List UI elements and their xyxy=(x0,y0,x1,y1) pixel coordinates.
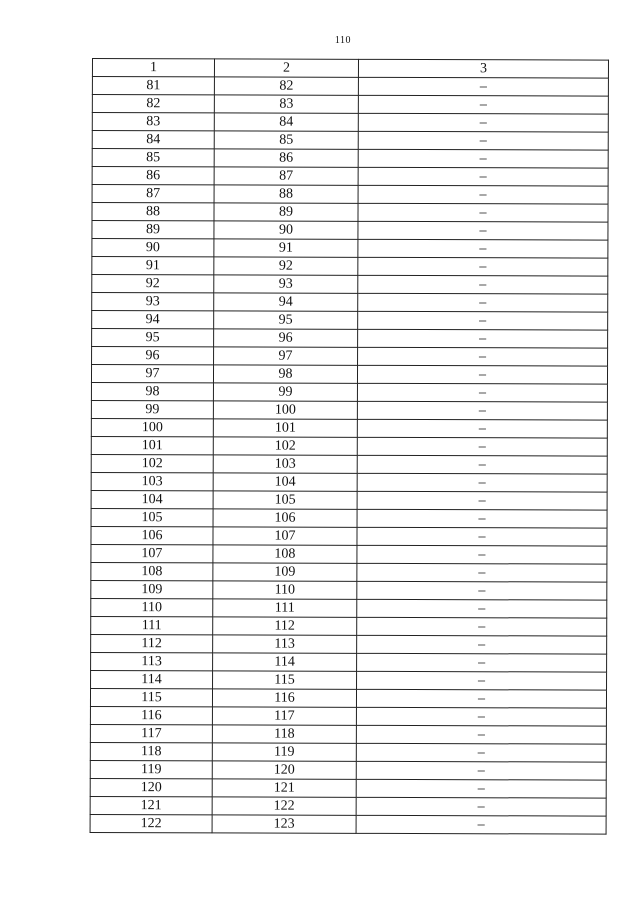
table-row xyxy=(91,652,607,672)
table-row xyxy=(91,490,607,510)
table-cell: 118 xyxy=(212,725,356,743)
table-cell: 95 xyxy=(92,329,214,347)
table-cell: 83 xyxy=(214,95,358,113)
table-cell: 85 xyxy=(92,149,214,167)
table-cell: 92 xyxy=(214,257,358,275)
table-cell: 96 xyxy=(92,347,214,365)
table-cell: 106 xyxy=(213,509,357,527)
table-cell: 115 xyxy=(213,671,357,689)
table-body xyxy=(90,77,608,835)
table-cell: 111 xyxy=(213,599,357,617)
table-cell: 115 xyxy=(90,688,212,706)
table-cell: 102 xyxy=(91,454,213,472)
column-header: 1 xyxy=(92,59,214,77)
table-row xyxy=(91,365,607,385)
table-cell: 104 xyxy=(213,473,357,491)
table-row xyxy=(91,544,607,564)
table-cell: 106 xyxy=(91,526,213,544)
table-cell: – xyxy=(357,455,607,474)
table-row xyxy=(91,508,607,528)
table-cell: 92 xyxy=(92,275,214,293)
table-cell: – xyxy=(356,797,606,816)
table-cell: 90 xyxy=(92,239,214,257)
column-header: 3 xyxy=(358,59,608,78)
table-row xyxy=(90,706,606,726)
table-cell: 98 xyxy=(91,382,213,400)
table-cell: – xyxy=(358,131,608,150)
table-cell: 98 xyxy=(213,365,357,383)
table-cell: – xyxy=(357,473,607,492)
table-cell: 99 xyxy=(91,400,213,418)
table-cell: – xyxy=(358,347,608,366)
table-cell: – xyxy=(356,761,606,780)
table-cell: – xyxy=(357,599,607,618)
table-cell: 117 xyxy=(212,707,356,725)
table-cell: 100 xyxy=(213,401,357,419)
table-row xyxy=(90,760,606,780)
table-cell: 108 xyxy=(213,545,357,563)
table-row xyxy=(92,77,608,97)
table-cell: – xyxy=(357,617,607,636)
table-cell: – xyxy=(357,563,607,582)
table-cell: 94 xyxy=(214,293,358,311)
table-cell: 113 xyxy=(91,652,213,670)
table-cell: 91 xyxy=(214,239,358,257)
table-cell: 103 xyxy=(213,455,357,473)
table-cell: – xyxy=(357,491,607,510)
table-cell: 84 xyxy=(214,113,358,131)
table-cell: 107 xyxy=(91,544,213,562)
table-cell: – xyxy=(358,149,608,168)
table-cell: 114 xyxy=(213,653,357,671)
table-cell: – xyxy=(358,239,608,258)
table-cell: 86 xyxy=(92,167,214,185)
table-row xyxy=(91,400,607,420)
table-cell: 87 xyxy=(92,185,214,203)
table-cell: – xyxy=(357,635,607,654)
table-cell: 121 xyxy=(90,796,212,814)
table-row xyxy=(91,580,607,600)
table-cell: 88 xyxy=(214,185,358,203)
table-row xyxy=(91,382,607,402)
page-number: 110 xyxy=(334,35,352,46)
table-cell: – xyxy=(358,95,608,114)
table-row xyxy=(90,778,606,798)
table-cell: – xyxy=(356,707,606,726)
table-cell: 117 xyxy=(90,724,212,742)
table-cell: 112 xyxy=(91,634,213,652)
table-row xyxy=(91,472,607,492)
table-cell: 122 xyxy=(90,814,212,832)
table-row xyxy=(92,149,608,169)
table-cell: – xyxy=(357,383,607,402)
table-row xyxy=(91,634,607,654)
table-row xyxy=(92,95,608,115)
table-cell: 84 xyxy=(92,131,214,149)
table-row xyxy=(91,454,607,474)
table-cell: – xyxy=(358,311,608,330)
table-row xyxy=(91,526,607,546)
table-cell: 118 xyxy=(90,742,212,760)
table-cell: 110 xyxy=(213,581,357,599)
table-cell: 82 xyxy=(214,77,358,95)
table-row xyxy=(92,131,608,151)
table-cell: – xyxy=(357,653,607,672)
table-cell: 101 xyxy=(213,419,357,437)
table-row xyxy=(92,185,608,205)
table-cell: 81 xyxy=(92,77,214,95)
table-cell: – xyxy=(357,545,607,564)
table-row xyxy=(92,293,608,313)
table-cell: 120 xyxy=(212,761,356,779)
table-row xyxy=(91,616,607,636)
table-cell: 103 xyxy=(91,472,213,490)
table-cell: 105 xyxy=(213,491,357,509)
table-cell: – xyxy=(357,419,607,438)
table-cell: – xyxy=(357,437,607,456)
table-cell: – xyxy=(356,689,606,708)
table-cell: – xyxy=(356,815,606,834)
table-cell: 93 xyxy=(92,293,214,311)
table-cell: – xyxy=(358,185,608,204)
table-cell: – xyxy=(358,203,608,222)
table-cell: – xyxy=(356,725,606,744)
table-cell: 88 xyxy=(92,203,214,221)
table-cell: 105 xyxy=(91,508,213,526)
table-row xyxy=(91,598,607,618)
table-cell: 94 xyxy=(92,311,214,329)
table-row xyxy=(91,562,607,582)
table-cell: 114 xyxy=(91,670,213,688)
table-cell: 120 xyxy=(90,778,212,796)
table-cell: 110 xyxy=(91,598,213,616)
table-cell: 97 xyxy=(214,347,358,365)
table-cell: 95 xyxy=(214,311,358,329)
table-cell: – xyxy=(357,581,607,600)
table-row xyxy=(92,257,608,277)
table-cell: – xyxy=(357,671,607,690)
table-cell: 121 xyxy=(212,779,356,797)
table-cell: – xyxy=(357,365,607,384)
table-cell: 102 xyxy=(213,437,357,455)
table-cell: – xyxy=(357,401,607,420)
table-cell: – xyxy=(358,257,608,276)
table-cell: 93 xyxy=(214,275,358,293)
table-cell: – xyxy=(358,77,608,96)
table-cell: 86 xyxy=(214,149,358,167)
table-cell: 123 xyxy=(212,815,356,833)
table-cell: 119 xyxy=(212,743,356,761)
table-cell: 107 xyxy=(213,527,357,545)
table-row xyxy=(92,329,608,349)
table-cell: – xyxy=(358,221,608,240)
table-row xyxy=(92,113,608,133)
table-cell: – xyxy=(356,743,606,762)
table-cell: 87 xyxy=(214,167,358,185)
table-row xyxy=(92,203,608,223)
table-cell: 111 xyxy=(91,616,213,634)
column-header: 2 xyxy=(214,59,358,77)
table-row xyxy=(92,239,608,259)
table-row xyxy=(91,418,607,438)
data-table xyxy=(90,58,609,835)
table-cell: 116 xyxy=(90,706,212,724)
table-cell: – xyxy=(358,113,608,132)
table-cell: 112 xyxy=(213,617,357,635)
table-row xyxy=(91,436,607,456)
table-cell: – xyxy=(356,779,606,798)
table-cell: 104 xyxy=(91,490,213,508)
table-cell: 90 xyxy=(214,221,358,239)
header-row xyxy=(92,59,608,79)
table-row xyxy=(92,221,608,241)
table-row xyxy=(90,814,606,834)
table-cell: 85 xyxy=(214,131,358,149)
table-row xyxy=(90,724,606,744)
table-cell: 91 xyxy=(92,257,214,275)
table-cell: 101 xyxy=(91,436,213,454)
table-cell: 99 xyxy=(213,383,357,401)
table-cell: 122 xyxy=(212,797,356,815)
table-row xyxy=(92,167,608,187)
table-cell: 113 xyxy=(213,635,357,653)
table-row xyxy=(92,311,608,331)
table-cell: 83 xyxy=(92,113,214,131)
table-cell: 96 xyxy=(214,329,358,347)
table-row xyxy=(90,742,606,762)
table-row xyxy=(90,688,606,708)
table-cell: – xyxy=(358,329,608,348)
table-cell: 100 xyxy=(91,418,213,436)
table-cell: 109 xyxy=(91,580,213,598)
table-cell: – xyxy=(358,293,608,312)
table-cell: 82 xyxy=(92,95,214,113)
table-cell: 116 xyxy=(212,689,356,707)
table-cell: 89 xyxy=(214,203,358,221)
table-cell: – xyxy=(357,527,607,546)
table-cell: 97 xyxy=(91,365,213,383)
table-cell: – xyxy=(358,275,608,294)
table-row xyxy=(90,796,606,816)
table-row xyxy=(92,275,608,295)
table-cell: 108 xyxy=(91,562,213,580)
table-cell: 89 xyxy=(92,221,214,239)
table-row xyxy=(91,670,607,690)
table-cell: – xyxy=(358,167,608,186)
table-cell: 119 xyxy=(90,760,212,778)
table-cell: – xyxy=(357,509,607,528)
table-cell: 109 xyxy=(213,563,357,581)
table-row xyxy=(92,347,608,367)
